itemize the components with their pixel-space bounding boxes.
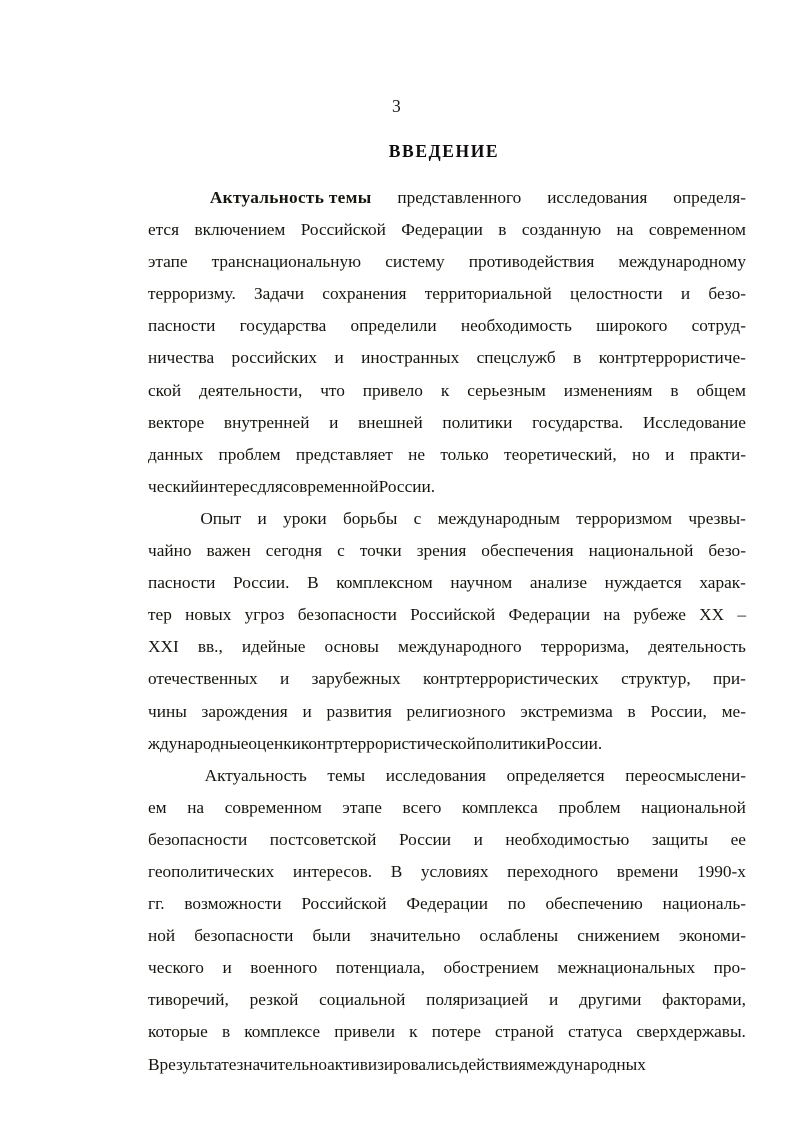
word: потенциала,: [335, 958, 425, 978]
word: иностранных: [361, 348, 460, 368]
word: сверхдержавы.: [636, 1022, 746, 1042]
word: государства.: [532, 412, 624, 432]
word: ческий: [148, 476, 200, 496]
word: чрезвы-: [688, 508, 746, 528]
word: российских: [231, 348, 318, 368]
text-line: [148, 567, 746, 599]
word: экстремизма: [520, 701, 613, 721]
word: сегодня: [265, 541, 323, 561]
text-line: [148, 375, 746, 407]
word: межнациональных: [557, 958, 696, 978]
word: результате: [159, 1054, 237, 1074]
word: Актуальность: [204, 765, 307, 785]
word: безо-: [708, 284, 746, 304]
word: определя-: [673, 188, 746, 207]
word: целостности: [570, 284, 663, 304]
word: сохранения: [322, 284, 407, 304]
word: и: [302, 701, 312, 721]
word: обеспечению: [545, 894, 643, 914]
word: внутренней: [223, 412, 310, 432]
word: на: [616, 220, 634, 240]
word: тер: [148, 605, 172, 625]
word: в: [498, 220, 507, 240]
word: активизировались: [327, 1054, 460, 1074]
word: терроризмом: [576, 508, 673, 528]
word: созданную: [521, 220, 602, 240]
word: комплекса: [462, 797, 538, 817]
text-line: [148, 920, 746, 952]
word: пасности: [148, 573, 216, 593]
word: защиты: [651, 829, 709, 849]
word: общем: [696, 380, 746, 400]
text-line: [148, 856, 746, 888]
word: ной: [148, 926, 176, 946]
word: интерес: [199, 476, 258, 496]
word: темы: [327, 765, 366, 785]
word: международного: [398, 637, 522, 657]
word: возможности: [184, 894, 282, 914]
word: Российской: [300, 220, 386, 240]
word: этапе: [342, 797, 382, 817]
word: на: [187, 797, 205, 817]
word: проблем: [558, 797, 621, 817]
word: другими: [578, 990, 642, 1010]
text-line: [148, 246, 746, 278]
word: XXI: [148, 637, 179, 657]
word: контртеррористиче-: [598, 348, 746, 368]
word: В: [307, 573, 319, 593]
text-line: [148, 214, 746, 246]
word: но: [631, 444, 650, 464]
word: транснациональную: [211, 252, 362, 272]
word: терроризма,: [540, 637, 630, 657]
word: зарождения: [201, 701, 288, 721]
word: религиозного: [406, 701, 506, 721]
word: угроз: [244, 605, 285, 625]
word: страной: [495, 1022, 554, 1042]
word: включением: [194, 220, 286, 240]
word: ется: [148, 220, 180, 240]
word: 1990-х: [696, 861, 746, 881]
word: значительно: [236, 1054, 328, 1074]
word: важен: [206, 541, 251, 561]
page-content: [148, 140, 746, 1081]
word: терроризму.: [148, 284, 236, 304]
word: безопасности: [297, 605, 397, 625]
word: противодействия: [468, 252, 595, 272]
word: территориальной: [424, 284, 552, 304]
paragraph-indent: [148, 760, 184, 792]
word: широкого: [596, 316, 668, 336]
word: Российской: [410, 605, 496, 625]
word: представленного: [397, 188, 522, 207]
word: изменениям: [563, 380, 653, 400]
word: XX: [699, 605, 725, 625]
word: потере: [431, 1022, 481, 1042]
word: Федерации: [508, 605, 591, 625]
paragraph-indent: [148, 182, 184, 214]
word: условиях: [420, 861, 489, 881]
word: военного: [250, 958, 318, 978]
text-line: [148, 824, 746, 856]
text-line: [148, 1049, 746, 1081]
word: Российской: [301, 894, 387, 914]
text-line: [148, 535, 746, 567]
word: В: [148, 1054, 160, 1074]
text-line: [148, 310, 746, 342]
word: развития: [326, 701, 392, 721]
word: политики: [442, 412, 513, 432]
word: внешней: [358, 412, 423, 432]
word: практи-: [689, 444, 746, 464]
word: к: [440, 380, 450, 400]
word: экономи-: [678, 926, 746, 946]
word: социальной: [319, 990, 406, 1010]
word: деятельности,: [199, 380, 303, 400]
word: контртеррористической: [300, 733, 476, 753]
word: В: [390, 861, 403, 881]
word: представляет: [295, 444, 393, 464]
word: международному: [618, 252, 746, 272]
word: и: [473, 829, 483, 849]
word: структур,: [621, 669, 691, 689]
word: комплексном: [336, 573, 433, 593]
word: пасности: [148, 316, 216, 336]
text-line: [148, 182, 746, 214]
word: основы: [324, 637, 379, 657]
word: необходимость: [460, 316, 572, 336]
word: безопасности: [194, 926, 294, 946]
text-line: [148, 471, 746, 503]
paragraph-2: [148, 503, 746, 760]
word: определяется: [506, 765, 605, 785]
word: и: [334, 348, 344, 368]
word: привело: [362, 380, 423, 400]
word: безопасности: [148, 829, 248, 849]
text-line: [148, 792, 746, 824]
word: современном: [224, 797, 322, 817]
word: Федерации: [401, 220, 483, 240]
word: контртеррористических: [422, 669, 599, 689]
word: оценки: [248, 733, 301, 753]
word: и: [280, 669, 290, 689]
word: гг.: [148, 894, 165, 914]
word: для: [257, 476, 283, 496]
word: систему: [385, 252, 445, 272]
word: данных: [148, 444, 204, 464]
word: зарубежных: [311, 669, 401, 689]
word: постсоветской: [269, 829, 377, 849]
word: с: [337, 541, 345, 561]
word: Федерации: [406, 894, 488, 914]
word: и: [329, 412, 339, 432]
word: на: [603, 605, 621, 625]
word: политики: [475, 733, 546, 753]
word: только: [440, 444, 489, 464]
word: России,: [650, 701, 707, 721]
word: проблем: [218, 444, 281, 464]
word: современной: [282, 476, 379, 496]
word: которые: [148, 1022, 208, 1042]
word: России.: [545, 733, 603, 753]
word: сотруд-: [691, 316, 746, 336]
word: Задачи: [254, 284, 305, 304]
word: вв.,: [197, 637, 223, 657]
word: и: [665, 444, 675, 464]
text-line: [148, 984, 746, 1016]
word: и: [257, 508, 267, 528]
text-line: [148, 439, 746, 471]
word: ем: [148, 797, 167, 817]
word: резкой: [249, 990, 299, 1010]
word: нуждается: [604, 573, 682, 593]
word: научном: [450, 573, 513, 593]
word: переосмыслени-: [625, 765, 746, 785]
word: серьезным: [467, 380, 546, 400]
word: борьбы: [342, 508, 398, 528]
word: национальной: [641, 797, 746, 817]
text-line: [148, 760, 746, 792]
word: времени: [616, 861, 679, 881]
word: значительно: [369, 926, 461, 946]
word: факторами,: [662, 990, 746, 1010]
word: про-: [713, 958, 746, 978]
emphasis-run: Актуальность темы: [209, 188, 372, 207]
word: Опыт: [200, 508, 242, 528]
word: отечественных: [148, 669, 258, 689]
word: интересов.: [292, 861, 373, 881]
word: статуса: [568, 1022, 623, 1042]
word: России: [398, 829, 452, 849]
word: Исследование: [642, 412, 746, 432]
word: комплексе: [244, 1022, 321, 1042]
word: исследования: [547, 188, 648, 207]
word: современном: [648, 220, 746, 240]
paragraph-3: [148, 760, 746, 1081]
word: и: [548, 990, 559, 1010]
page-title: ВВЕДЕНИЕ: [388, 141, 500, 161]
word: обеспечения: [481, 541, 574, 561]
paragraph-1: [148, 182, 746, 503]
word: определили: [350, 316, 437, 336]
word: России.: [233, 573, 290, 593]
text-line: [148, 728, 746, 760]
word: ослаблены: [479, 926, 559, 946]
text-line: [148, 1016, 746, 1048]
word: и: [222, 958, 232, 978]
word: России.: [378, 476, 436, 496]
word: переходного: [507, 861, 599, 881]
word: исследования: [385, 765, 486, 785]
word: в: [627, 701, 636, 721]
word: этапе: [148, 252, 188, 272]
word: в: [670, 380, 679, 400]
word: национальной: [588, 541, 694, 561]
word: зрения: [416, 541, 467, 561]
word: чайно: [148, 541, 192, 561]
word: были: [312, 926, 351, 946]
word: что: [320, 380, 345, 400]
word: спецслужб: [476, 348, 556, 368]
word: снижением: [577, 926, 660, 946]
word: ее: [730, 829, 746, 849]
word: анализе: [529, 573, 587, 593]
word: международных: [525, 1054, 646, 1074]
word: ме-: [721, 701, 746, 721]
word: всего: [402, 797, 442, 817]
word: безо-: [708, 541, 746, 561]
text-line: [148, 278, 746, 310]
word: необходимостью: [505, 829, 630, 849]
text-line: [148, 888, 746, 920]
page-number: 3: [392, 96, 401, 116]
word: обострением: [443, 958, 539, 978]
text-line: [148, 631, 746, 663]
word: идейные: [241, 637, 306, 657]
word: ничества: [148, 348, 215, 368]
word: в: [573, 348, 582, 368]
word: харак-: [699, 573, 746, 593]
word: –: [737, 605, 746, 625]
word: новых: [185, 605, 232, 625]
word: уроки: [283, 508, 327, 528]
word: международным: [437, 508, 560, 528]
word: действия: [459, 1054, 526, 1074]
word: ской: [148, 380, 182, 400]
word: в: [221, 1022, 231, 1042]
text-line: [148, 599, 746, 631]
word: не: [408, 444, 426, 464]
word: привели: [334, 1022, 395, 1042]
word: государства: [239, 316, 327, 336]
text-line: [148, 407, 746, 439]
word: чины: [148, 701, 187, 721]
word: теоретический,: [504, 444, 617, 464]
text-line: [148, 503, 746, 535]
text-line: [148, 663, 746, 695]
word: и: [680, 284, 691, 304]
text-line: [148, 342, 746, 374]
word: поляризацией: [426, 990, 529, 1010]
word: к: [409, 1022, 418, 1042]
word: деятельность: [648, 637, 746, 657]
word: при-: [713, 669, 746, 689]
text-line: [148, 696, 746, 728]
word: рубеже: [633, 605, 686, 625]
text-line: [148, 952, 746, 984]
word: ждународные: [148, 733, 249, 753]
word: геополитических: [148, 861, 275, 881]
word: по: [507, 894, 526, 914]
word: ческого: [148, 958, 204, 978]
word: тиворечий,: [148, 990, 229, 1010]
word: векторе: [148, 412, 205, 432]
paragraph-indent: [148, 503, 184, 535]
word: националь-: [662, 894, 746, 914]
word: с: [413, 508, 422, 528]
word: точки: [359, 541, 402, 561]
